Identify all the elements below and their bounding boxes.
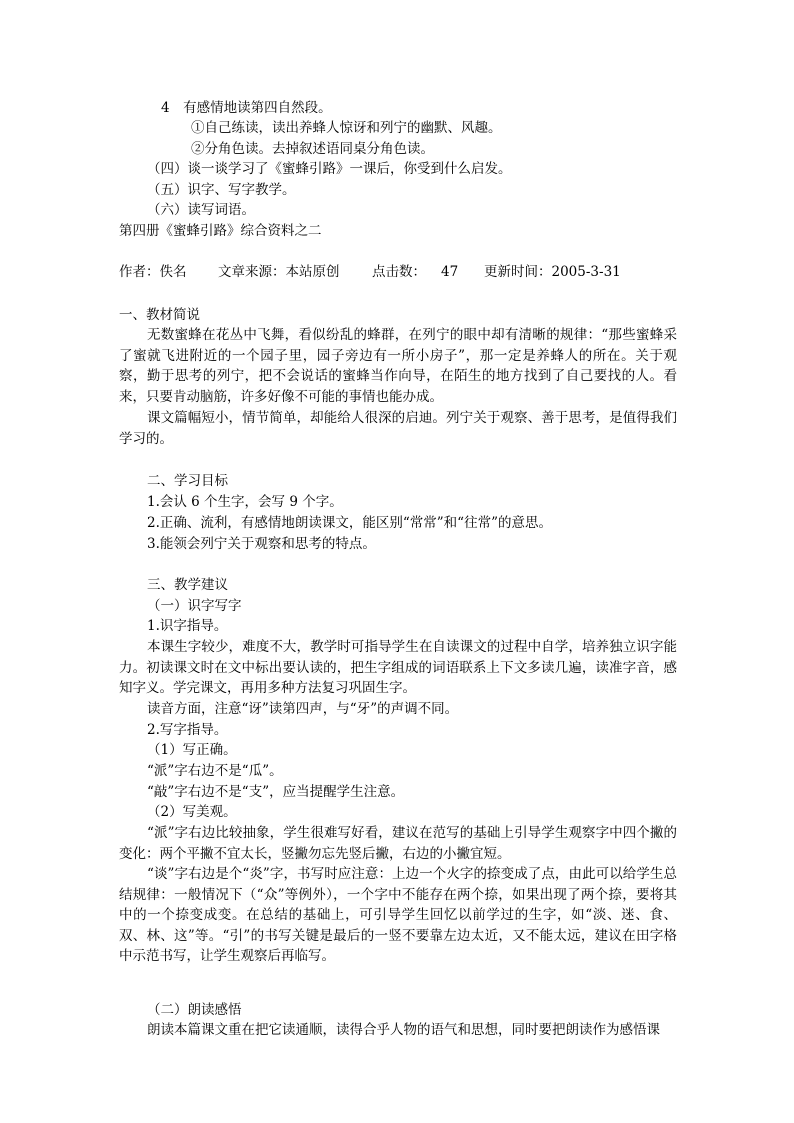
meta-source: 文章来源：本站原创 <box>218 264 340 280</box>
writing-guidance-heading: 2.写字指导。 <box>147 722 228 738</box>
literacy-paragraph: 本课生字较少，难度不大，教学时可指导学生在自读课文的过程中自学，培养独立识字能力。初读课文时在文中标出要认读的，把生字组成的词语联系上下文多读几遍，读准字音，感知字义。学完课文，再用多种方法复习巩固生字。 <box>119 639 677 696</box>
item-four: （四）谈一谈学习了《蜜蜂引路》一课后，你受到什么启发。 <box>147 161 512 177</box>
item-six: （六）读写词语。 <box>147 202 255 218</box>
pronunciation-note: 读音方面，注意“讶”读第四声，与“牙”的声调不同。 <box>147 701 459 717</box>
pai-writing-paragraph: “派”字右边比较抽象，学生很难写好看，建议在范写的基础上引导学生观察字中四个撇的变化：两个平撇不宜太长，竖撇勿忘先竖后撇，右边的小撇宜短。 <box>119 825 677 862</box>
reading-paragraph: 朗读本篇课文重在把它读通顺，读得合乎人物的语气和思想，同时要把朗读作为感悟课 <box>147 1022 660 1038</box>
write-beautiful-heading: （2）写美观。 <box>147 804 237 820</box>
write-note-pai: “派”字右边不是“瓜”。 <box>147 763 283 779</box>
section-1-paragraph-2: 课文篇幅短小，情节简单，却能给人很深的启迪。列宁关于观察、善于思考，是值得我们学习的。 <box>119 410 677 447</box>
meta-clicks-label: 点击数： <box>372 264 426 280</box>
write-note-qiao: “敲”字右边不是“支”，应当提醒学生注意。 <box>147 784 405 800</box>
meta-clicks-value: 47 <box>441 264 459 280</box>
goal-2: 2.正确、流利，有感情地朗读课文，能区别“常常”和“往常”的意思。 <box>147 515 552 531</box>
tan-writing-paragraph: “谈”字右边是个“炎”字，书写时应注意：上边一个火字的捺变成了点，由此可以给学生总结规律：一般情况下（“众”等例外），一个字中不能存在两个捺，如果出现了两个捺，要将其中的一个捺变成变。在总结的基础上，可引导学生回忆以前学过的生字，如“淡、迷、食、双、林、这”等。“引”的书写关键是最后的一竖不要靠左边太近，又不能太远，建议在田字格中示范书写，让学生观察后再临写。 <box>119 866 677 964</box>
subsection-literacy: （一）识字写字 <box>147 598 242 614</box>
section-1-paragraph-1: 无数蜜蜂在花丛中飞舞，看似纷乱的蜂群，在列宁的眼中却有清晰的规律：“那些蜜蜂采了蜜就飞进附近的一个园子里，园子旁边有一所小房子”，那一定是养蜂人的所在。关于观察，勤于思考的列宁，把不会说话的蜜蜂当作向导，在陌生的地方找到了自己要找的人。看来，只要肯动脑筋，许多好像不可能的事情也能办成。 <box>119 327 677 405</box>
subsection-reading: （二）朗读感悟 <box>147 1002 242 1018</box>
write-correctly-heading: （1）写正确。 <box>147 742 237 758</box>
meta-updated: 更新时间：2005-3-31 <box>484 264 621 280</box>
item-4-heading: 4 有感情地读第四自然段。 <box>161 100 332 116</box>
section-1-heading: 一、教材简说 <box>119 307 200 323</box>
meta-author: 作者：佚名 <box>119 264 187 280</box>
item-4-sub-2: ②分角色读。去掉叙述语同桌分角色读。 <box>191 141 434 157</box>
item-4-sub-1: ①自己练读，读出养蜂人惊讶和列宁的幽默、风趣。 <box>191 120 502 136</box>
item-five: （五）识字、写字教学。 <box>147 182 296 198</box>
section-2-heading: 二、学习目标 <box>147 473 228 489</box>
goal-1: 1.会认 6 个生字，会写 9 个字。 <box>147 494 343 510</box>
goal-3: 3.能领会列宁关于观察和思考的特点。 <box>147 536 376 552</box>
document-title: 第四册《蜜蜂引路》综合资料之二 <box>119 223 322 239</box>
section-3-heading: 三、教学建议 <box>147 577 228 593</box>
literacy-guidance-heading: 1.识字指导。 <box>147 618 228 634</box>
